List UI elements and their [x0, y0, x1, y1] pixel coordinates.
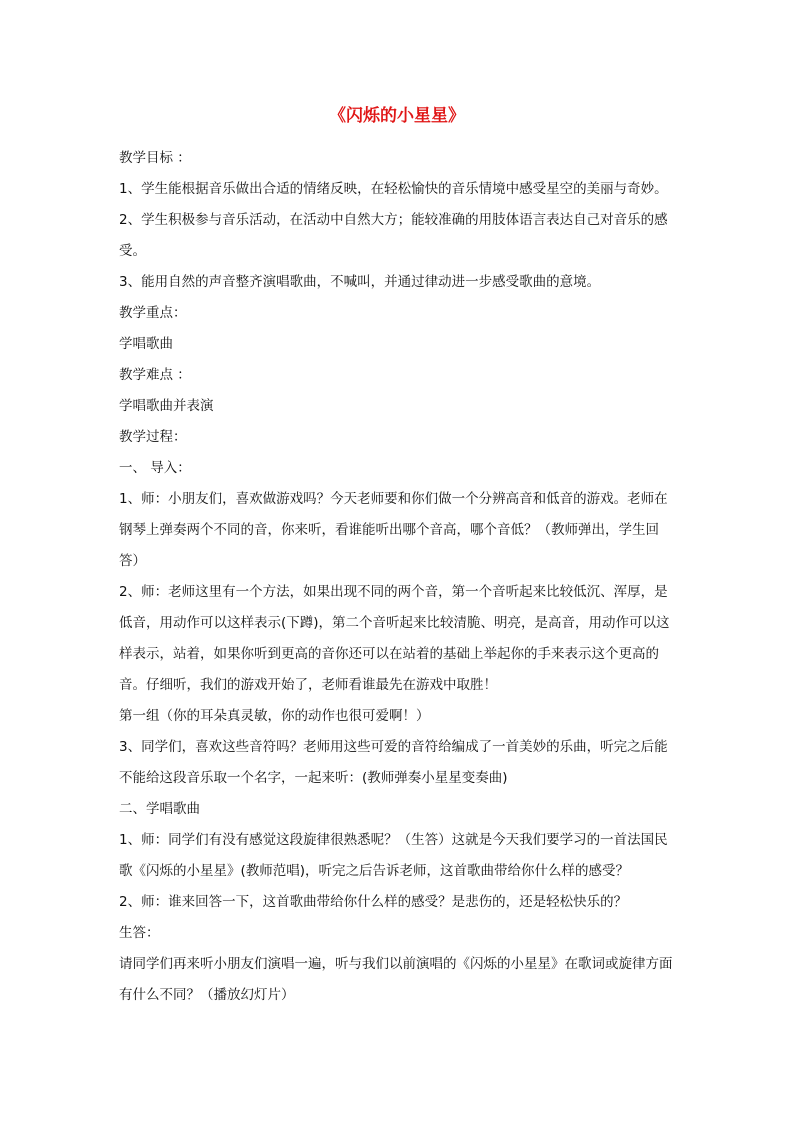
paragraph-objectives-heading: 教学目标 ： [119, 150, 191, 166]
paragraph-intro-step-2: 2、师：老师这里有一个方法，如果出现不同的两个音，第一个音听起来比较低沉、浑厚，是低音，用动作可以这样表示(下蹲)，第二个音听起来比较清脆、明亮，是高音，用动作可以这样表示，站着，如果你听到更高的音你还可以在站着的基础上举起你的手来表示这个更高的音。仔细听，我们的游戏开始了，老师看谁最先在游戏中取胜！ [119, 584, 670, 693]
paragraph-listen-again: 请同学们再来听小朋友们演唱一遍，听与我们以前演唱的《闪烁的小星星》在歌词或旋律方面有什么不同？（播放幻灯片） [119, 956, 673, 1003]
paragraph-section-learn-song: 二、学唱歌曲 [119, 801, 200, 817]
paragraph-group-one: 第一组（你的耳朵真灵敏，你的动作也很可爱啊！） [119, 708, 430, 724]
paragraph-objective-2: 2、学生积极参与音乐活动，在活动中自然大方；能较准确的用肢体语言表达自己对音乐的感受。 [119, 212, 668, 259]
paragraph-song-step-2: 2、师：谁来回答一下，这首歌曲带给你什么样的感受？是悲伤的，还是轻松快乐的？ [119, 894, 628, 910]
paragraph-objective-1: 1、学生能根据音乐做出合适的情绪反映，在轻松愉快的音乐情境中感受星空的美丽与奇妙。 [119, 181, 668, 197]
paragraph-student-answer: 生答： [119, 925, 160, 941]
paragraph-process-heading: 教学过程： [119, 429, 187, 445]
paragraph-difficulties: 学唱歌曲并表演 [119, 398, 214, 414]
paragraph-objective-3: 3、能用自然的声音整齐演唱歌曲，不喊叫，并通过律动进一步感受歌曲的意境。 [119, 274, 601, 290]
paragraph-difficulties-heading: 教学难点 ： [119, 367, 191, 383]
paragraph-intro-step-1: 1、师：小朋友们，喜欢做游戏吗？今天老师要和你们做一个分辨高音和低音的游戏。老师在钢琴上弹奏两个不同的音，你来听，看谁能听出哪个音高，哪个音低？（教师弹出，学生回答） [119, 491, 668, 569]
document-body [119, 143, 679, 1011]
paragraph-song-step-1: 1、师：同学们有没有感觉这段旋律很熟悉呢？（生答）这就是今天我们要学习的一首法国民歌《闪烁的小星星》(教师范唱)，听完之后告诉老师，这首歌曲带给你什么样的感受？ [119, 832, 668, 879]
paragraph-key-points-heading: 教学重点： [119, 305, 187, 321]
paragraph-key-points: 学唱歌曲 [119, 336, 173, 352]
paragraph-section-intro: 一、 导入： [119, 460, 191, 476]
document-title: 《闪烁的小星星》 [329, 106, 465, 126]
paragraph-intro-step-3: 3、同学们，喜欢这些音符吗？老师用这些可爱的音符给编成了一首美妙的乐曲，听完之后能不能给这段音乐取一个名字，一起来听：(教师弹奏小星星变奏曲) [119, 739, 668, 786]
